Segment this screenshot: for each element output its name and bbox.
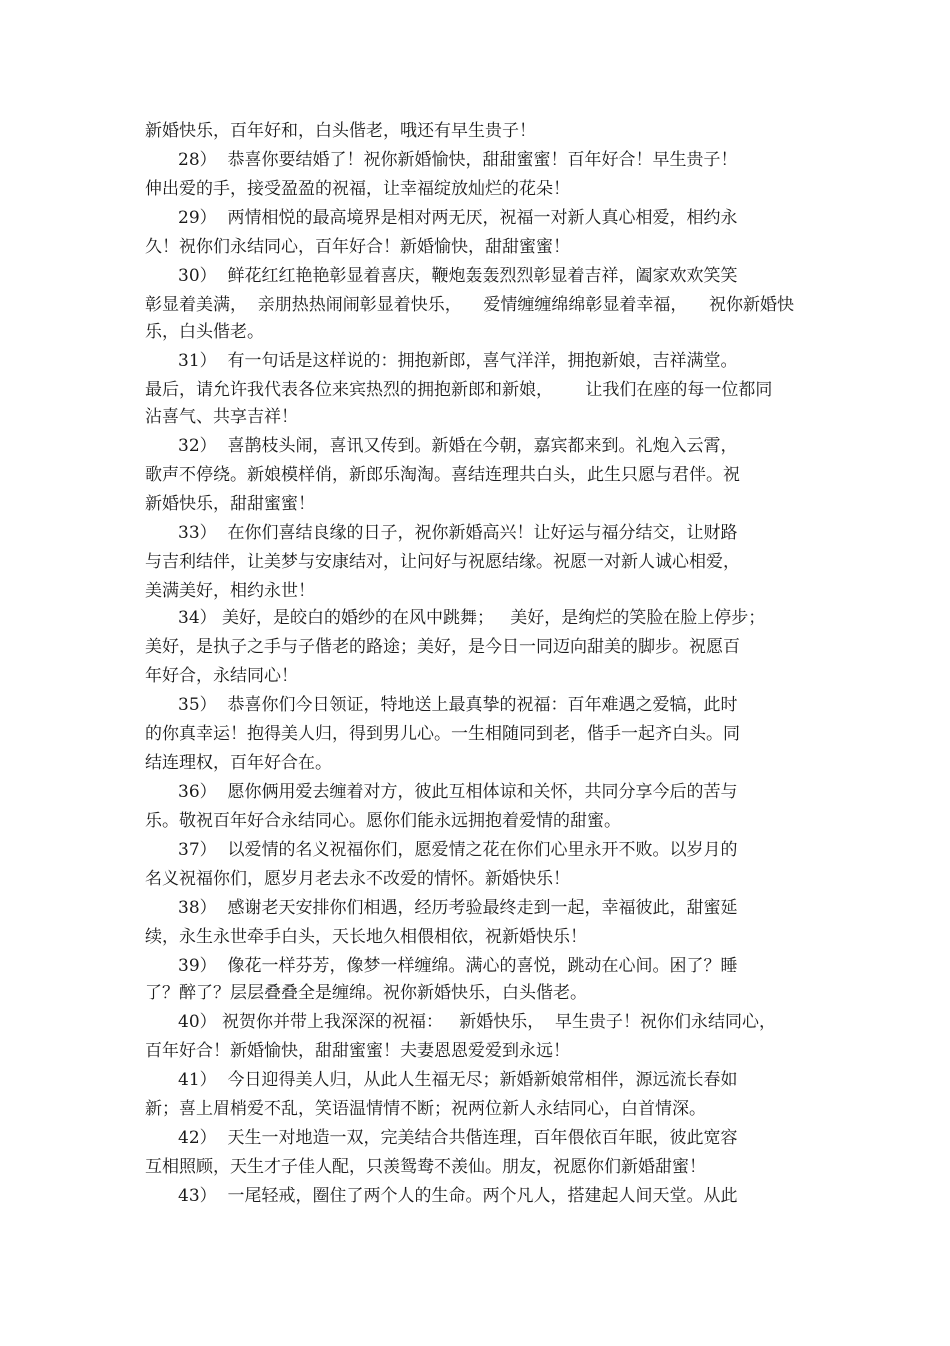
text-line: 与吉利结伴，让美梦与安康结对，让问好与祝愿结缘。祝愿一对新人诚心相爱，	[145, 552, 740, 572]
text-line: 31） 有一句话是这样说的：拥抱新郎，喜气洋洋，拥抱新娘，吉祥满堂。	[178, 351, 738, 371]
text-line: 28） 恭喜你要结婚了！祝你新婚愉快，甜甜蜜蜜！百年好合！早生贵子！	[178, 150, 738, 170]
text-line: 乐，白头偕老。	[145, 322, 264, 342]
text-line: 37） 以爱情的名义祝福你们，愿爱情之花在你们心里永开不败。以岁月的	[178, 840, 738, 860]
text-line: 彰显着美满， 亲朋热热闹闹彰显着快乐， 爱情缠缠绵绵彰显着幸福， 祝你新婚快	[145, 295, 795, 315]
text-line: 续，永生永世牵手白头，天长地久相偎相依，祝新婚快乐！	[145, 927, 587, 947]
text-line: 美好，是执子之手与子偕老的路途；美好，是今日一同迈向甜美的脚步。祝愿百	[145, 637, 740, 657]
text-line: 美满美好，相约永世！	[145, 581, 315, 601]
text-line: 沾喜气、共享吉祥！	[145, 407, 298, 427]
text-line: 40） 祝贺你并带上我深深的祝福： 新婚快乐， 早生贵子！祝你们永结同心，	[178, 1012, 777, 1032]
text-line: 最后，请允许我代表各位来宾热烈的拥抱新郎和新娘， 让我们在座的每一位都同	[145, 380, 773, 400]
text-line: 43） 一尾轻戒，圈住了两个人的生命。两个凡人，搭建起人间天堂。从此	[178, 1186, 738, 1206]
text-line: 结连理权，百年好合在。	[145, 753, 332, 773]
text-line: 34） 美好，是皎白的婚纱的在风中跳舞； 美好，是绚烂的笑脸在脸上停步；	[178, 608, 766, 628]
text-line: 伸出爱的手，接受盈盈的祝福，让幸福绽放灿烂的花朵！	[145, 179, 570, 199]
text-line: 30） 鲜花红红艳艳彰显着喜庆，鞭炮轰轰烈烈彰显着吉祥，阖家欢欢笑笑	[178, 266, 738, 286]
text-line: 名义祝福你们，愿岁月老去永不改爱的情怀。新婚快乐！	[145, 869, 570, 889]
text-line: 39） 像花一样芬芳，像梦一样缠绵。满心的喜悦，跳动在心间。困了？睡	[178, 956, 738, 976]
text-line: 41） 今日迎得美人归，从此人生福无尽；新婚新娘常相伴，源远流长春如	[178, 1070, 738, 1090]
text-line: 年好合，永结同心！	[145, 666, 298, 686]
text-line: 42） 天生一对地造一双，完美结合共偕连理，百年偎依百年眠，彼此宽容	[178, 1128, 738, 1148]
text-line: 久！祝你们永结同心，百年好合！新婚愉快，甜甜蜜蜜！	[145, 237, 570, 257]
text-line: 了？醉了？层层叠叠全是缠绵。祝你新婚快乐，白头偕老。	[145, 983, 587, 1003]
text-line: 新婚快乐，百年好和，白头偕老，哦还有早生贵子！	[145, 121, 536, 141]
text-line: 的你真幸运！抱得美人归，得到男儿心。一生相随同到老，偕手一起齐白头。同	[145, 724, 740, 744]
text-line: 36） 愿你俩用爱去缠着对方，彼此互相体谅和关怀，共同分享今后的苦与	[178, 782, 738, 802]
text-line: 29） 两情相悦的最高境界是相对两无厌，祝福一对新人真心相爱，相约永	[178, 208, 738, 228]
text-line: 互相照顾，天生才子佳人配，只羡鸳鸯不羡仙。朋友，祝愿你们新婚甜蜜！	[145, 1157, 706, 1177]
text-line: 新婚快乐，甜甜蜜蜜！	[145, 494, 315, 514]
text-line: 百年好合！新婚愉快，甜甜蜜蜜！夫妻恩恩爱爱到永远！	[145, 1041, 570, 1061]
text-line: 乐。敬祝百年好合永结同心。愿你们能永远拥抱着爱情的甜蜜。	[145, 811, 621, 831]
text-line: 38） 感谢老天安排你们相遇，经历考验最终走到一起，幸福彼此，甜蜜延	[178, 898, 738, 918]
text-line: 35） 恭喜你们今日领证，特地送上最真挚的祝福：百年难遇之爱犒，此时	[178, 695, 738, 715]
text-line: 新；喜上眉梢爱不乱，笑语温情情不断；祝两位新人永结同心，白首情深。	[145, 1099, 706, 1119]
text-line: 歌声不停绕。新娘模样俏，新郎乐淘淘。喜结连理共白头，此生只愿与君伴。祝	[145, 465, 740, 485]
text-line: 32） 喜鹊枝头闹，喜讯又传到。新婚在今朝，嘉宾都来到。礼炮入云霄，	[178, 436, 738, 456]
text-line: 33） 在你们喜结良缘的日子，祝你新婚高兴！让好运与福分结交，让财路	[178, 523, 738, 543]
